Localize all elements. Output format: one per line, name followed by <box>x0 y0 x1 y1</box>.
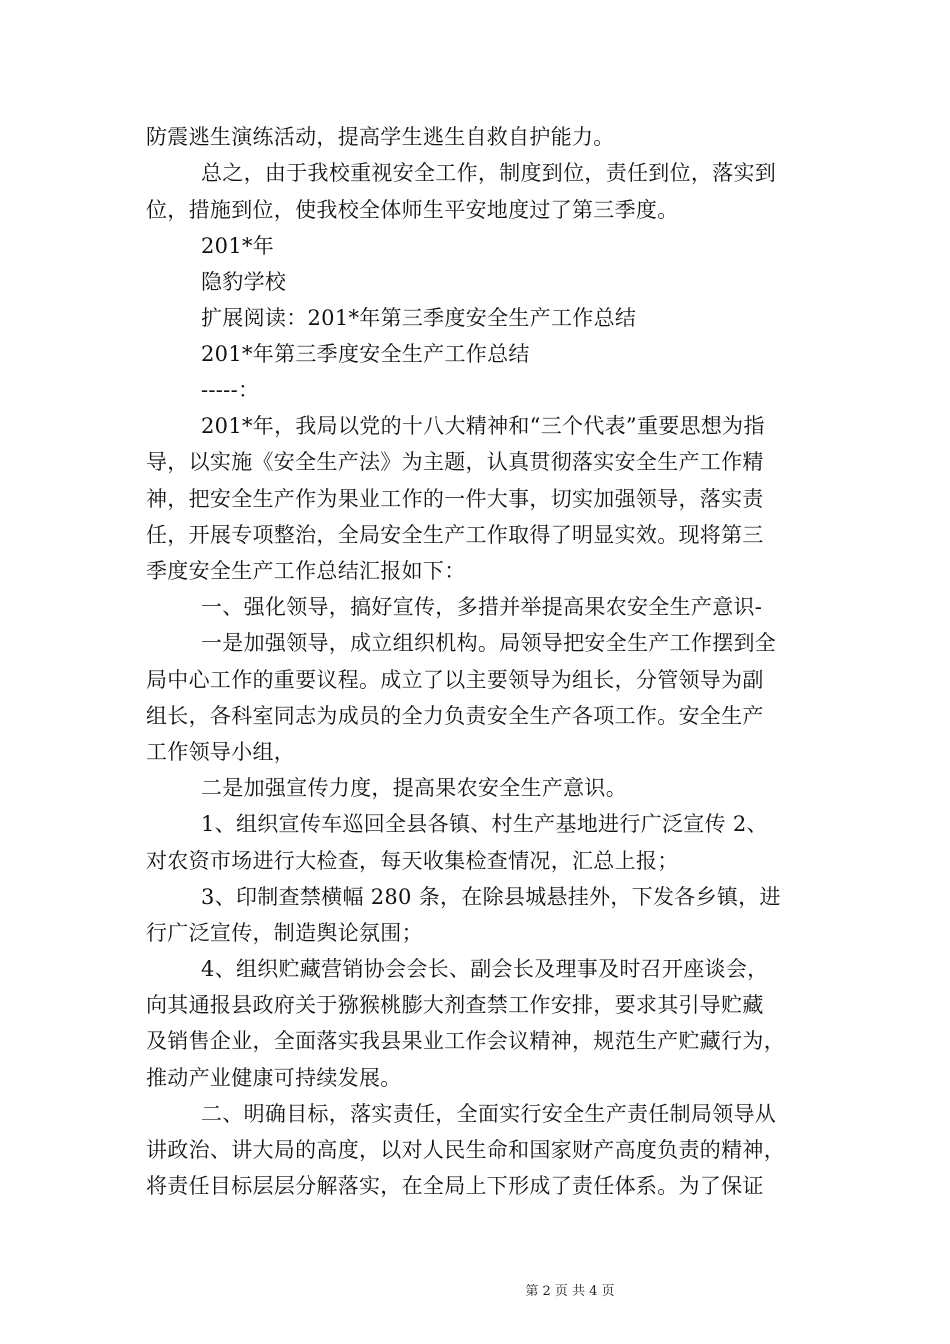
text-line: 3、印制查禁横幅 280 条，在除县城悬挂外，下发各乡镇，进 <box>201 885 781 909</box>
text-line: 行广泛宣传，制造舆论氛围； <box>146 921 423 945</box>
text-line: 二是加强宣传力度，提高果农安全生产意识。 <box>201 776 627 800</box>
text-line: 201*年 <box>201 234 275 258</box>
text-line: 向其通报县政府关于猕猴桃膨大剂查禁工作安排，要求其引导贮藏 <box>146 993 764 1017</box>
text-line: 位，措施到位，使我校全体师生平安地度过了第三季度。 <box>146 198 679 222</box>
text-line: 及销售企业，全面落实我县果业工作会议精神，规范生产贮藏行为， <box>146 1029 785 1053</box>
text-line: 扩展阅读：201*年第三季度安全生产工作总结 <box>201 306 637 330</box>
text-line: 201*年，我局以党的十八大精神和“三个代表”重要思想为指 <box>201 414 765 438</box>
text-line: -----： <box>201 378 260 402</box>
text-line: 局中心工作的重要议程。成立了以主要领导为组长，分管领导为副 <box>146 668 764 692</box>
text-line: 工作领导小组， <box>146 740 296 764</box>
text-line: 组长，各科室同志为成员的全力负责安全生产各项工作。安全生产 <box>146 704 764 728</box>
text-line: 隐豹学校 <box>201 270 287 294</box>
text-line: 将责任目标层层分解落实，在全局上下形成了责任体系。为了保证 <box>146 1174 764 1198</box>
text-line: 对农资市场进行大检查，每天收集检查情况，汇总上报； <box>146 849 679 873</box>
text-line: 一、强化领导，搞好宣传，多措并举提高果农安全生产意识- <box>201 595 763 619</box>
text-line: 201*年第三季度安全生产工作总结 <box>201 342 530 366</box>
text-line: 4、组织贮藏营销协会会长、副会长及理事及时召开座谈会， <box>201 957 769 981</box>
text-line: 二、明确目标，落实责任，全面实行安全生产责任制局领导从 <box>201 1102 777 1126</box>
text-line: 总之，由于我校重视安全工作，制度到位，责任到位，落实到 <box>201 161 777 185</box>
page-number: 第 2 页 共 4 页 <box>525 1284 615 1299</box>
text-line: 导，以实施《安全生产法》为主题，认真贯彻落实安全生产工作精 <box>146 450 764 474</box>
text-line: 一是加强领导，成立组织机构。局领导把安全生产工作摆到全 <box>201 631 777 655</box>
text-line: 推动产业健康可持续发展。 <box>146 1066 402 1090</box>
text-line: 任，开展专项整治，全局安全生产工作取得了明显实效。现将第三 <box>146 523 764 547</box>
text-line: 神，把安全生产作为果业工作的一件大事，切实加强领导，落实责 <box>146 487 764 511</box>
text-line: 防震逃生演练活动，提高学生逃生自救自护能力。 <box>146 125 615 149</box>
text-line: 季度安全生产工作总结汇报如下： <box>146 559 466 583</box>
text-line: 1、组织宣传车巡回全县各镇、村生产基地进行广泛宣传 2、 <box>201 812 768 836</box>
text-line: 讲政治、讲大局的高度，以对人民生命和国家财产高度负责的精神， <box>146 1138 785 1162</box>
